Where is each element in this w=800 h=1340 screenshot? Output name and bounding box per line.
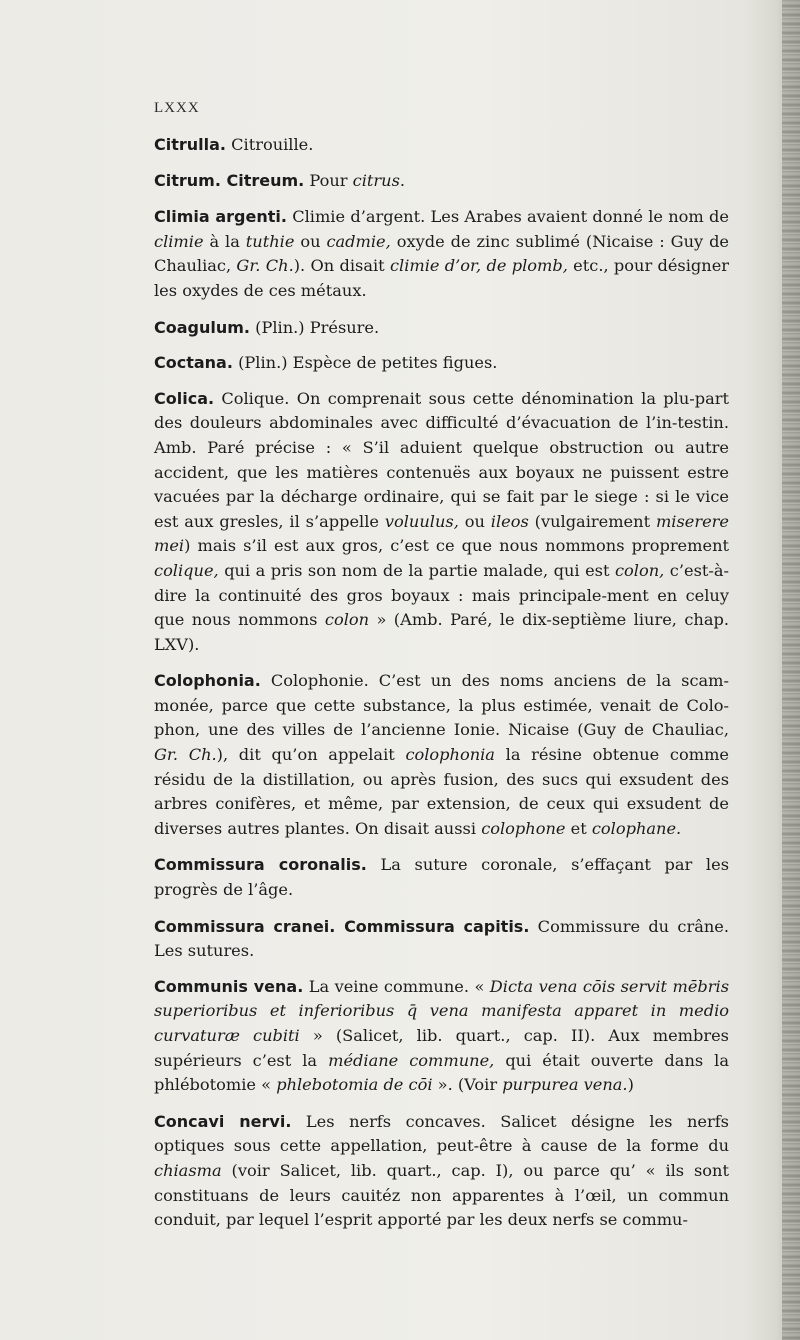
entry-headword: Citrulla.: [154, 135, 226, 154]
entry-text: Citrouille.: [226, 135, 314, 154]
entry-italic-text: citrus: [352, 170, 400, 190]
entry-italic-text: médiane commune,: [328, 1050, 495, 1070]
entry-text: Commissure du crâne. Les sutures.: [154, 916, 729, 961]
page-edge-shadow: [782, 0, 800, 1340]
entry-text: ), dit qu’on appelait: [216, 745, 406, 765]
entry-text: etc., pour désigner les oxydes de ces métaux.: [154, 256, 730, 300]
entry-italic-text: climie: [154, 231, 204, 251]
entry-italic-text: colon,: [614, 560, 665, 580]
entry-headword: Commissura coronalis.: [154, 855, 367, 875]
entry-headword: Concavi nervi.: [154, 1111, 292, 1131]
entry-headword: Colica.: [154, 388, 215, 408]
entry-italic-text: colon: [324, 610, 370, 630]
entry-headword: Citrum. Citreum.: [154, 170, 305, 190]
entry-italic-text: tuthie: [245, 231, 295, 251]
entry-text: la résine obtenue comme résidu de la distillation, ou après fusion, des sucs qui exsudent des arbres conifères, et même, par extension, de ceux qui exsudent de diverses autres plantes. On disait aussi: [154, 745, 729, 838]
entry-text: La veine commune. «: [303, 976, 490, 996]
entry-text: .: [399, 170, 406, 190]
entry-headword: Climia argenti.: [154, 207, 287, 227]
page-number: LXXX: [154, 100, 200, 116]
glossary-entry: [154, 387, 729, 658]
glossary-entry: [154, 205, 729, 303]
entry-italic-text: climie d’or, de plomb,: [389, 256, 568, 276]
entry-text: qui a pris son nom de la partie malade, qui est: [218, 560, 615, 580]
entry-italic-text: Dicta vena cōis servit mēbris superioribus et inferioribus q̄ vena manifesta apparet in medio curvaturæ cubiti: [154, 976, 730, 1045]
entry-italic-text: cadmie,: [326, 231, 391, 251]
entry-text: et: [565, 818, 592, 838]
entry-text: » (Amb. Paré, le dix-septième liure, chap. LXV).: [154, 610, 729, 654]
glossary-entry: [154, 1110, 729, 1233]
entry-text: ). On disait: [293, 256, 390, 276]
entry-text: » (Salicet, lib. quart., cap. II). Aux membres supérieurs c’est la: [154, 1026, 729, 1070]
entry-text: ): [627, 1075, 634, 1095]
entry-italic-text: colique,: [154, 560, 219, 580]
entry-italic-text: Gr. Ch.: [154, 745, 217, 765]
entry-text: (Plin.) Espèce de petites figues.: [232, 353, 498, 373]
entry-headword: Coagulum.: [154, 317, 250, 337]
entry-text: ou: [294, 231, 327, 251]
entry-italic-text: colophone: [481, 818, 566, 838]
entry-text: Pour: [304, 170, 353, 190]
entry-text: ou: [458, 511, 491, 531]
entry-text: Les nerfs concaves. Salicet désigne les nerfs optiques sous cette appellation, peut-être à cause de la forme du: [154, 1111, 729, 1156]
entry-italic-text: ileos: [490, 511, 529, 531]
glossary-entry: [154, 133, 729, 158]
entry-text: Colophonie. C’est un des noms anciens de la scam-monée, parce que cette substance, la plus estimée, venait de Colo-phon, une des villes de l’ancienne Ionie. Nicaise (Guy de Chauliac,: [154, 671, 729, 740]
entry-italic-text: chiasma: [154, 1160, 222, 1180]
entry-italic-text: colophonia: [405, 745, 495, 765]
entry-text: c’est-à-dire la continuité des gros boyaux : mais principale-ment en celuy que nous nommons: [154, 560, 729, 630]
glossary-entry: [154, 316, 729, 341]
entry-text: Colique. On comprenait sous cette dénomination la plu-part des douleurs abdominales avec difficulté d’évacuation de l’in-testin. Amb. Paré précise : « S’il aduient quelque obstruction ou autre accident, que les matières contenuës aux boyaux ne puissent estre vacuées par la décharge ordinaire, qui se fait par le siege : si le vice est aux gresles, il s’appelle: [154, 388, 729, 531]
entry-text: à la: [203, 231, 246, 251]
entry-italic-text: miserere mei: [154, 511, 730, 556]
glossary-entry: [154, 169, 729, 194]
glossary-entry: [154, 669, 729, 841]
entry-text: (voir Salicet, lib. quart., cap. I), ou parce qu’ « ils sont constituans de leurs cauitéz non apparentes à l’œil, un commun conduit, par lequel l’esprit apporté par les deux nerfs se commu-: [154, 1160, 729, 1230]
glossary-entry: [154, 915, 729, 964]
entry-italic-text: phlebotomia de cōi: [276, 1075, 433, 1095]
entry-headword: Coctana.: [154, 353, 233, 373]
entry-text: qui était ouverte dans la phlébotomie «: [154, 1050, 730, 1095]
glossary-entry: [154, 351, 729, 376]
entry-text: La suture coronale, s’effaçant par les progrès de l’âge.: [154, 855, 729, 900]
entry-text: ». (Voir: [432, 1075, 503, 1095]
entry-text: Climie d’argent. Les Arabes avaient donné le nom de: [286, 207, 729, 227]
entry-headword: Commissura cranei. Commissura capitis.: [154, 916, 530, 936]
entry-text: oxyde de zinc sublimé (Nicaise : Guy de Chauliac,: [154, 231, 730, 276]
entry-text: (Plin.) Présure.: [250, 317, 380, 337]
entry-text: (vulgairement: [528, 511, 656, 531]
entry-italic-text: voluulus,: [384, 511, 459, 531]
entry-text: ) mais s’il est aux gros, c’est ce que nous nommons proprement: [184, 536, 729, 556]
entry-headword: Communis vena.: [154, 976, 304, 996]
entry-italic-text: Gr. Ch.: [236, 256, 294, 276]
glossary-entry: [154, 975, 729, 1098]
entry-italic-text: colophane.: [591, 818, 682, 838]
entry-italic-text: purpurea vena.: [502, 1075, 628, 1095]
glossary-entry: [154, 853, 729, 902]
glossary-entries: [154, 133, 729, 1245]
entry-headword: Colophonia.: [154, 671, 261, 691]
